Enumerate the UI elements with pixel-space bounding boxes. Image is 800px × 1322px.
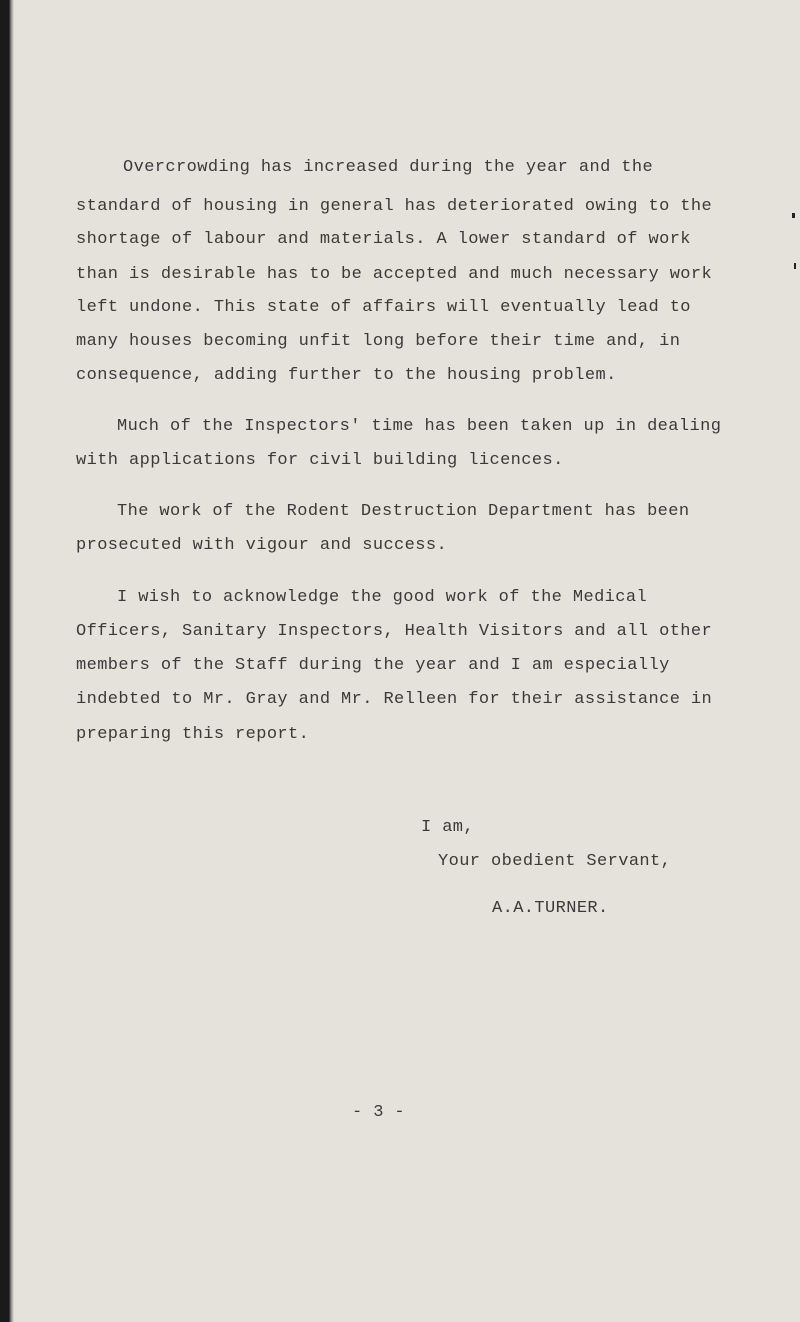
paragraph-1-line-7: consequence, adding further to the housing problem.: [76, 366, 617, 385]
paragraph-4-line-4: indebted to Mr. Gray and Mr. Relleen for their assistance in: [76, 690, 713, 709]
paragraph-4-line-2: Officers, Sanitary Inspectors, Health Visitors and all other: [76, 622, 713, 641]
paragraph-4-line-5: preparing this report.: [76, 725, 310, 744]
closing-i-am: I am,: [421, 818, 475, 837]
paragraph-2-line-1: Much of the Inspectors' time has been taken up in dealing: [117, 417, 722, 436]
paragraph-4-line-1: I wish to acknowledge the good work of the Medical: [117, 588, 648, 607]
paragraph-3-line-2: prosecuted with vigour and success.: [76, 536, 448, 555]
paragraph-1-line-2: standard of housing in general has deteriorated owing to the: [76, 197, 713, 216]
paragraph-2-line-2: with applications for civil building licences.: [76, 451, 564, 470]
paragraph-4-line-3: members of the Staff during the year and I am especially: [76, 656, 670, 675]
closing-obedient-servant: Your obedient Servant,: [438, 852, 672, 871]
paragraph-1-line-5: left undone. This state of affairs will eventually lead to: [76, 298, 691, 317]
signature-name: A.A.TURNER.: [492, 899, 609, 918]
paragraph-3-line-1: The work of the Rodent Destruction Department has been: [117, 502, 690, 521]
paragraph-1-line-4: than is desirable has to be accepted and much necessary work: [76, 265, 713, 284]
page-number: - 3 -: [352, 1103, 406, 1122]
page-binding-edge: [0, 0, 14, 1322]
paragraph-1-line-6: many houses becoming unfit long before their time and, in: [76, 332, 681, 351]
scan-speck: [794, 263, 796, 269]
paragraph-1-line-3: shortage of labour and materials. A lower standard of work: [76, 230, 691, 249]
scan-speck: [792, 213, 795, 218]
paragraph-1-line-1: Overcrowding has increased during the year and the: [123, 158, 654, 177]
